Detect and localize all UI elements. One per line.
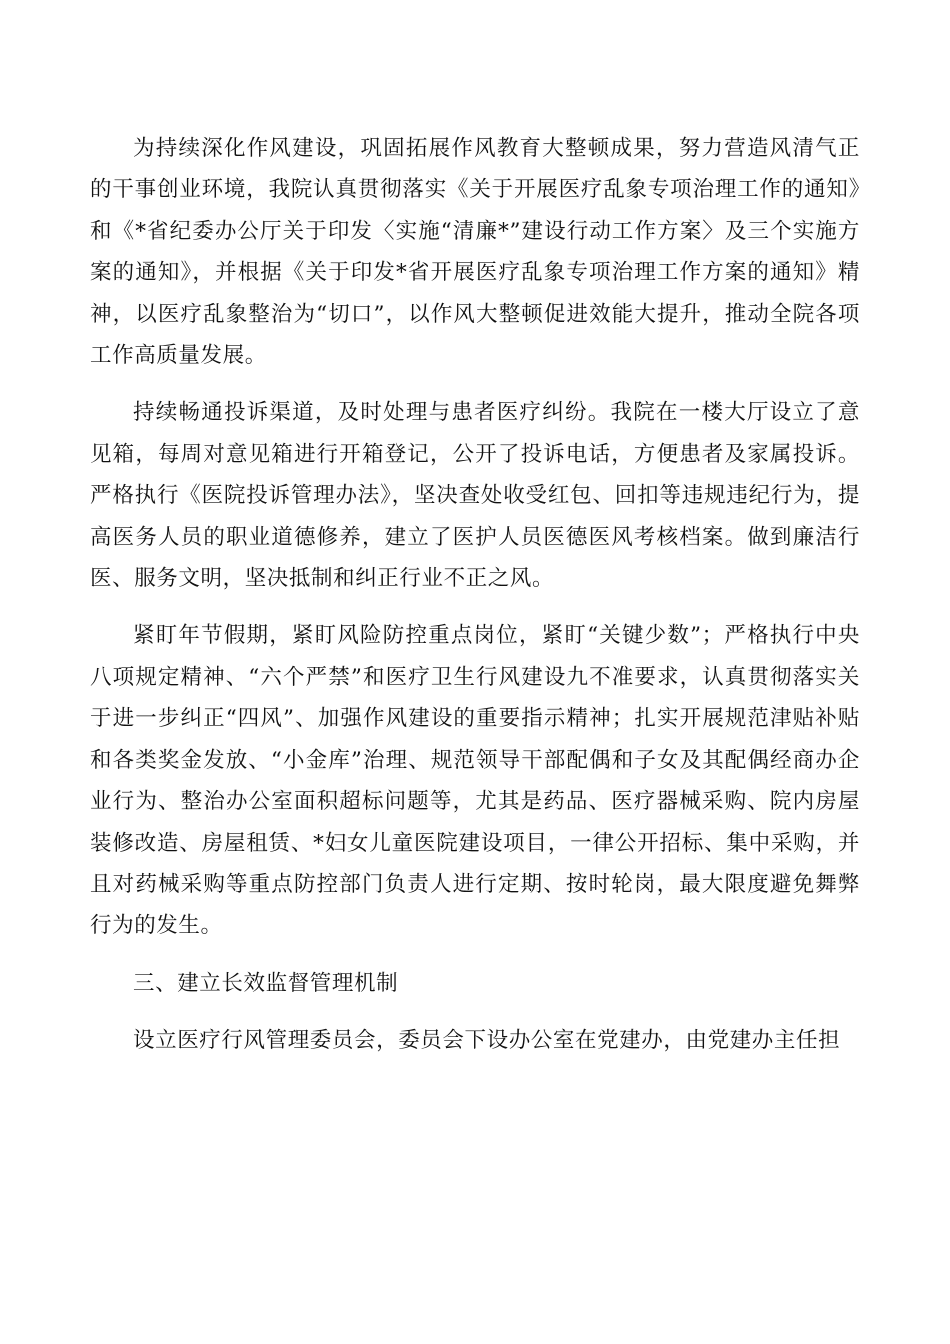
paragraph-4: 设立医疗行风管理委员会，委员会下设办公室在党建办，由党建办主任担: [133, 1028, 841, 1054]
document-page: [90, 128, 860, 1078]
paragraph-1: 为持续深化作风建设，巩固拓展作风教育大整顿成果，努力营造风清气正的干事创业环境，我院认真贯彻落实《关于开展医疗乱象专项治理工作的通知》和《*省纪委办公厅关于印发〈实施“清廉*”建设行动工作方案〉及三个实施方案的通知》，并根据《关于印发*省开展医疗乱象专项治理工作方案的通知》精神，以医疗乱象整治为“切口”，以作风大整顿促进效能大提升，推动全院各项工作高质量发展。: [90, 136, 860, 369]
paragraph-3: 紧盯年节假期，紧盯风险防控重点岗位，紧盯“关键少数”；严格执行中央八项规定精神、“六个严禁”和医疗卫生行风建设九不准要求，认真贯彻落实关于进一步纠正“四风”、加强作风建设的重要指示精神；扎实开展规范津贴补贴和各类奖金发放、“小金库”治理、规范领导干部配偶和子女及其配偶经商办企业行为、整治办公室面积超标问题等，尤其是药品、医疗器械采购、院内房屋装修改造、房屋租赁、*妇女儿童医院建设项目，一律公开招标、集中采购，并且对药械采购等重点防控部门负责人进行定期、按时轮岗，最大限度避免舞弊行为的发生。: [90, 623, 860, 939]
paragraph-2: 持续畅通投诉渠道，及时处理与患者医疗纠纷。我院在一楼大厅设立了意见箱，每周对意见箱进行开箱登记，公开了投诉电话，方便患者及家属投诉。严格执行《医院投诉管理办法》，坚决查处收受红包、回扣等违规违纪行为，提高医务人员的职业道德修养，建立了医护人员医德医风考核档案。做到廉洁行医、服务文明，坚决抵制和纠正行业不正之风。: [90, 400, 860, 592]
section-heading: 三、建立长效监督管理机制: [133, 970, 399, 996]
